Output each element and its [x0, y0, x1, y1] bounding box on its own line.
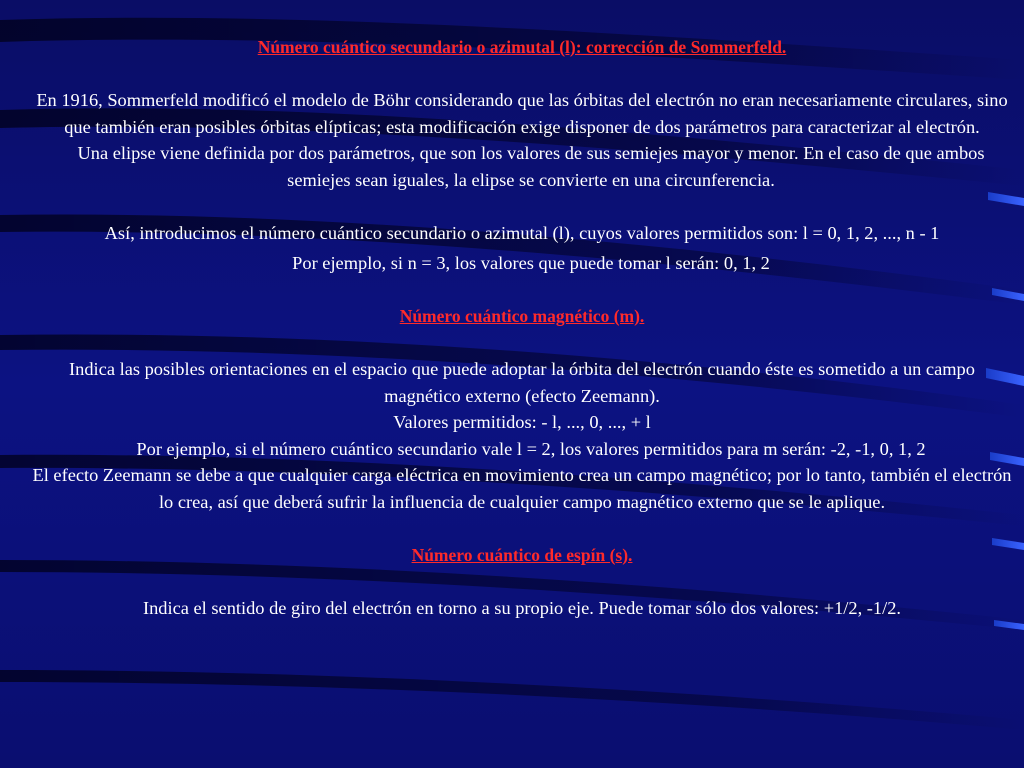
paragraph-sommerfeld-model: En 1916, Sommerfeld modificó el modelo de Böhr considerando que las órbitas del electrón no eran necesariamente circulares, sino que también eran posibles órbitas elípticas; esta modificación exige disponer de dos parámetros para caracterizar al electrón. [36, 90, 1008, 137]
paragraph-magnetic-values: Valores permitidos: - l, ..., 0, ..., + l [393, 412, 651, 432]
paragraph-zeemann-effect: El efecto Zeemann se debe a que cualquier carga eléctrica en movimiento crea un campo magnético; por lo tanto, también el electrón lo crea, así que deberá sufrir la influencia de cualquier campo magnético externo que se le aplique. [32, 465, 1012, 512]
paragraph-azimuthal-values: Así, introducimos el número cuántico secundario o azimutal (l), cuyos valores permitidos son: l = 0, 1, 2, ..., n - 1 [104, 222, 940, 243]
slide-content [30, 34, 1014, 621]
paragraph-magnetic-orientation: Indica las posibles orientaciones en el espacio que puede adoptar la órbita del electrón cuando éste es sometido a un campo magnético externo (efecto Zeemann). [69, 359, 975, 406]
paragraph-magnetic-example: Por ejemplo, si el número cuántico secundario vale l = 2, los valores permitidos para m serán: -2, -1, 0, 1, 2 [136, 438, 926, 459]
paragraph-spin-values: Indica el sentido de giro del electrón en torno a su propio eje. Puede tomar sólo dos valores: +1/2, -1/2. [142, 597, 902, 618]
heading-magnetic-quantum-number: Número cuántico magnético (m). [399, 306, 645, 326]
paragraph-azimuthal-example: Por ejemplo, si n = 3, los valores que puede tomar l serán: 0, 1, 2 [292, 253, 770, 273]
heading-spin-quantum-number: Número cuántico de espín (s). [411, 544, 633, 565]
heading-azimuthal-quantum-number: Número cuántico secundario o azimutal (l): corrección de Sommerfeld. [257, 37, 787, 57]
paragraph-ellipse-definition: Una elipse viene definida por dos parámetros, que son los valores de sus semiejes mayor y menor. En el caso de que ambos semiejes sean iguales, la elipse se convierte en una circunferencia. [77, 143, 985, 190]
